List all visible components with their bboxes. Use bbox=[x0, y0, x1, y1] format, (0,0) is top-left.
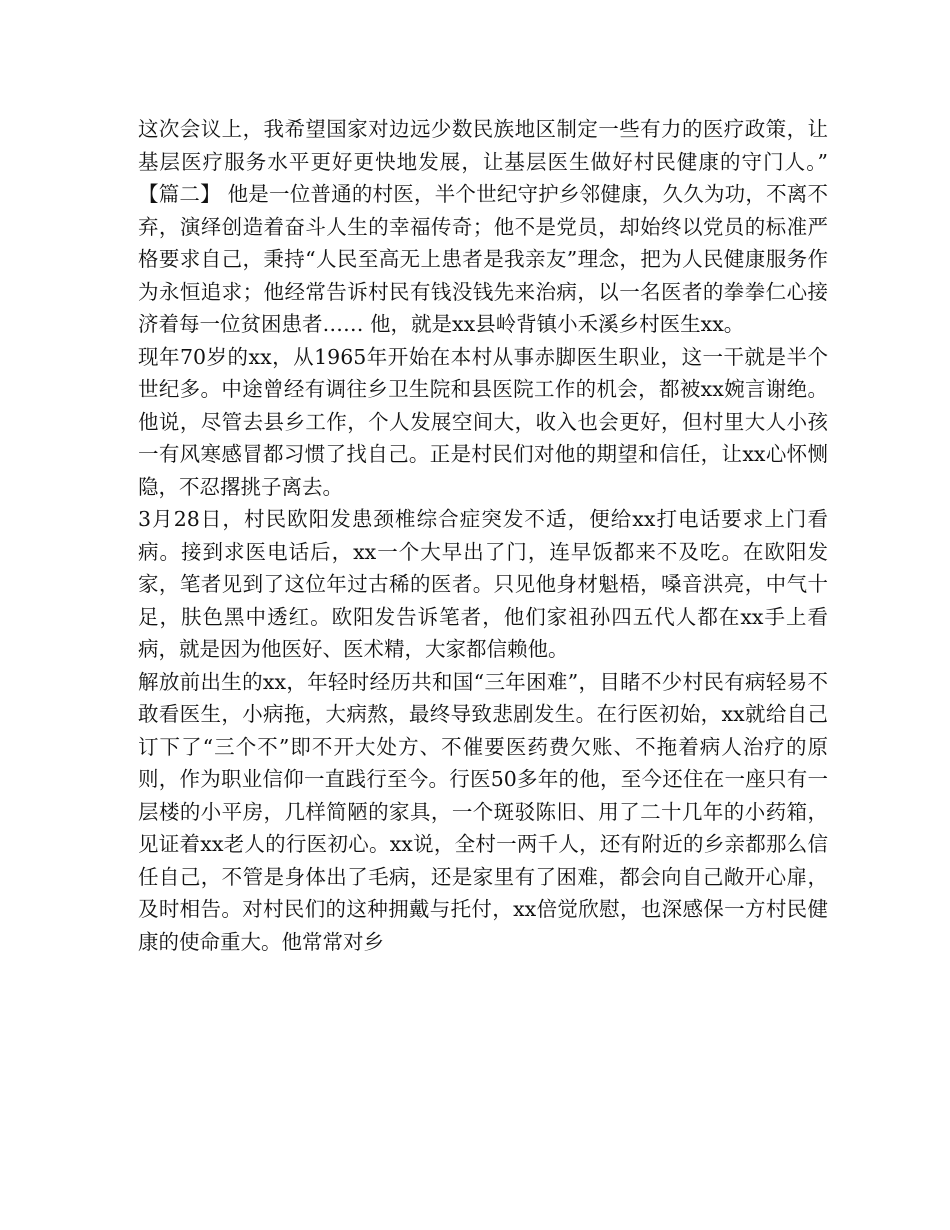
document-page bbox=[138, 113, 828, 958]
paragraph-3: 3月28日，村民欧阳发患颈椎综合症突发不适，便给xx打电话要求上门看病。接到求医电话后，xx一个大早出了门，连早饭都来不及吃。在欧阳发家，笔者见到了这位年过古稀的医者。只见他身材魁梧，嗓音洪亮，中气十足，肤色黑中透红。欧阳发告诉笔者，他们家祖孙四五代人都在xx手上看病，就是因为他医好、医术精，大家都信赖他。 bbox=[138, 507, 828, 661]
paragraph-4: 解放前出生的xx，年轻时经历共和国“三年困难”，目睹不少村民有病轻易不敢看医生，小病拖，大病熬，最终导致悲剧发生。在行医初始，xx就给自己订下了“三个不”即不开大处方、不催要医药费欠账、不拖着病人治疗的原则，作为职业信仰一直践行至今。行医50多年的他，至今还住在一座只有一层楼的小平房，几样简陋的家具，一个斑驳陈旧、用了二十几年的小药箱，见证着xx老人的行医初心。xx说，全村一两千人，还有附近的乡亲都那么信任自己，不管是身体出了毛病，还是家里有了困难，都会向自己敞开心扉，及时相告。对村民们的这种拥戴与托付，xx倍觉欣慰，也深感保一方村民健康的使命重大。他常常对乡 bbox=[138, 669, 828, 954]
paragraph-2: 现年70岁的xx，从1965年开始在本村从事赤脚医生职业，这一干就是半个世纪多。中途曾经有调往乡卫生院和县医院工作的机会，都被xx婉言谢绝。他说，尽管去县乡工作，个人发展空间大，收入也会更好，但村里大人小孩一有风寒感冒都习惯了找自己。正是村民们对他的期望和信任，让xx心怀恻隐，不忍撂挑子离去。 bbox=[138, 344, 828, 499]
paragraph-1: 这次会议上，我希望国家对边远少数民族地区制定一些有力的医疗政策，让基层医疗服务水平更好更快地发展，让基层医生做好村民健康的守门人。” 【篇二】 他是一位普通的村医，半个世纪守护乡邻健康，久久为功，不离不弃，演绎创造着奋斗人生的幸福传奇；他不是党员，却始终以党员的标准严格要求自己，秉持“人民至高无上患者是我亲友”理念，把为人民健康服务作为永恒追求；他经常告诉村民有钱没钱先来治病，以一名医者的拳拳仁心接济着每一位贫困患者…… 他，就是xx县岭背镇小禾溪乡村医生xx。 bbox=[138, 117, 828, 336]
